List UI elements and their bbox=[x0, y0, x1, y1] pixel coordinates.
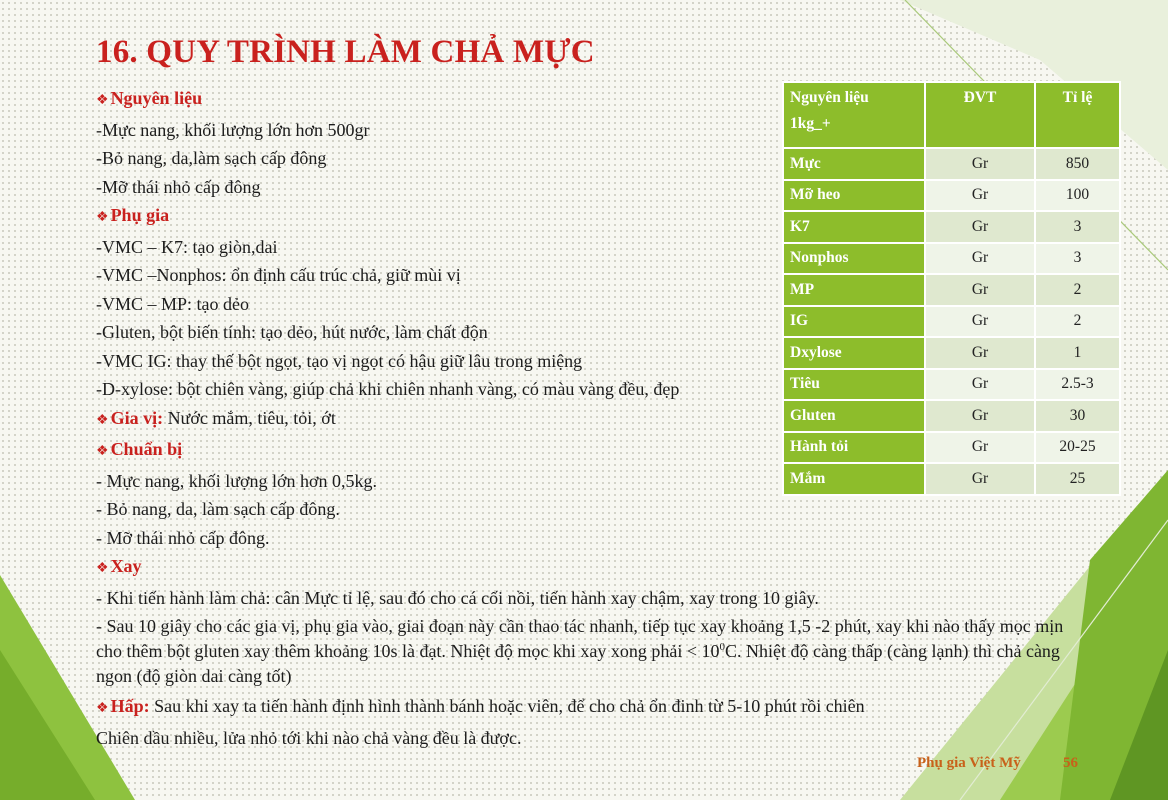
xay-paragraph bbox=[96, 614, 1086, 689]
list-item: -VMC –Nonphos: ổn định cấu trúc chả, giữ mùi vị bbox=[96, 265, 461, 285]
table-row: Tiêu Gr 2.5-3 bbox=[783, 369, 1120, 401]
table-row: Dxylose Gr 1 bbox=[783, 337, 1120, 369]
list-item: - Bỏ nang, da, làm sạch cấp đông. bbox=[96, 499, 340, 519]
diamond-bullet-icon: ❖ bbox=[96, 444, 109, 459]
header-unit: ĐVT bbox=[925, 82, 1035, 148]
list-item: -Mực nang, khối lượng lớn hơn 500gr bbox=[96, 119, 370, 140]
list-item: - Khi tiến hành làm chả: cân Mực tỉ lệ, sau đó cho cá cối nồi, tiến hành xay chậm, xay trong 10 giây. bbox=[96, 587, 819, 608]
xay-text-before: - Sau 10 giây cho các gia vị, phụ gia vào, giai đoạn này cần thao tác nhanh, tiếp tục xay khoảng 1,5 -2 phút, xay khi nào thấy mọc mịn cho thêm bột gluten xay thêm khoảng 10s là đạt. Nhiệt độ mọc khi xay xong phải < 10 bbox=[96, 616, 1064, 661]
list-item: - Mực nang, khối lượng lớn hơn 0,5kg. bbox=[96, 470, 378, 491]
xay-text-after: C. Nhiệt độ càng thấp (càng lạnh) thì chả càng ngon (độ giòn dai càng tốt) bbox=[96, 641, 1060, 686]
page-title: 16. QUY TRÌNH LÀM CHẢ MỰC bbox=[96, 34, 595, 70]
heading-text: Phụ gia bbox=[110, 205, 170, 225]
gia-vi-text: Nước mắm, tiêu, tỏi, ớt bbox=[163, 407, 336, 428]
table-row: Mực Gr 850 bbox=[783, 148, 1120, 180]
diamond-bullet-icon: ❖ bbox=[96, 210, 109, 225]
section-heading-hap bbox=[96, 692, 1086, 724]
header-ratio: Tỉ lệ bbox=[1035, 82, 1120, 148]
list-item: -Gluten, bột biến tính: tạo dẻo, hút nước, làm chất độn bbox=[96, 322, 488, 342]
header-ingredient: Nguyên liệu 1kg_+ bbox=[783, 82, 925, 148]
section-heading-xay bbox=[96, 552, 1086, 584]
list-item: -Bỏ nang, da,làm sạch cấp đông bbox=[96, 148, 327, 168]
table-row: Gluten Gr 30 bbox=[783, 400, 1120, 432]
table-row: Nonphos Gr 3 bbox=[783, 243, 1120, 275]
heading-text: Nguyên liệu bbox=[110, 88, 203, 108]
list-item: -VMC – MP: tạo dẻo bbox=[96, 293, 249, 314]
table-row: K7 Gr 3 bbox=[783, 211, 1120, 243]
hap-text: Sau khi xay ta tiến hành định hình thành bánh hoặc viên, để cho chả ổn đinh từ 5-10 phút rồi chiên bbox=[149, 696, 865, 716]
heading-text: Gia vị: bbox=[110, 407, 164, 428]
diamond-bullet-icon: ❖ bbox=[96, 93, 109, 108]
list-item: -VMC – K7: tạo giòn,dai bbox=[96, 236, 278, 257]
heading-text: Hấp: bbox=[110, 696, 150, 716]
diamond-bullet-icon: ❖ bbox=[96, 561, 109, 576]
table-row: IG Gr 2 bbox=[783, 306, 1120, 338]
page-number: 56 bbox=[1063, 755, 1078, 771]
list-item: Chiên dầu nhiều, lửa nhỏ tới khi nào chả vàng đều là được. bbox=[96, 727, 522, 748]
heading-text: Xay bbox=[110, 556, 142, 576]
diamond-bullet-icon: ❖ bbox=[96, 412, 109, 428]
footer-brand: Phụ gia Việt Mỹ bbox=[917, 755, 1021, 771]
list-item: -Mỡ thái nhỏ cấp đông bbox=[96, 176, 261, 197]
table-row: Hành tỏi Gr 20-25 bbox=[783, 432, 1120, 464]
table-row: Mỡ heo Gr 100 bbox=[783, 180, 1120, 212]
table-header-row bbox=[783, 82, 1120, 148]
ingredient-table bbox=[782, 81, 1121, 496]
table-row: Mắm Gr 25 bbox=[783, 463, 1120, 495]
list-item: -D-xylose: bột chiên vàng, giúp chả khi chiên nhanh vàng, có màu vàng đều, đẹp bbox=[96, 379, 680, 399]
superscript: 0 bbox=[719, 641, 726, 653]
table-row: MP Gr 2 bbox=[783, 274, 1120, 306]
list-item: - Mỡ thái nhỏ cấp đông. bbox=[96, 527, 270, 548]
list-item: -VMC IG: thay thế bột ngọt, tạo vị ngọt có hậu giữ lâu trong miệng bbox=[96, 350, 583, 371]
heading-text: Chuẩn bị bbox=[110, 439, 183, 459]
diamond-bullet-icon: ❖ bbox=[96, 701, 109, 716]
